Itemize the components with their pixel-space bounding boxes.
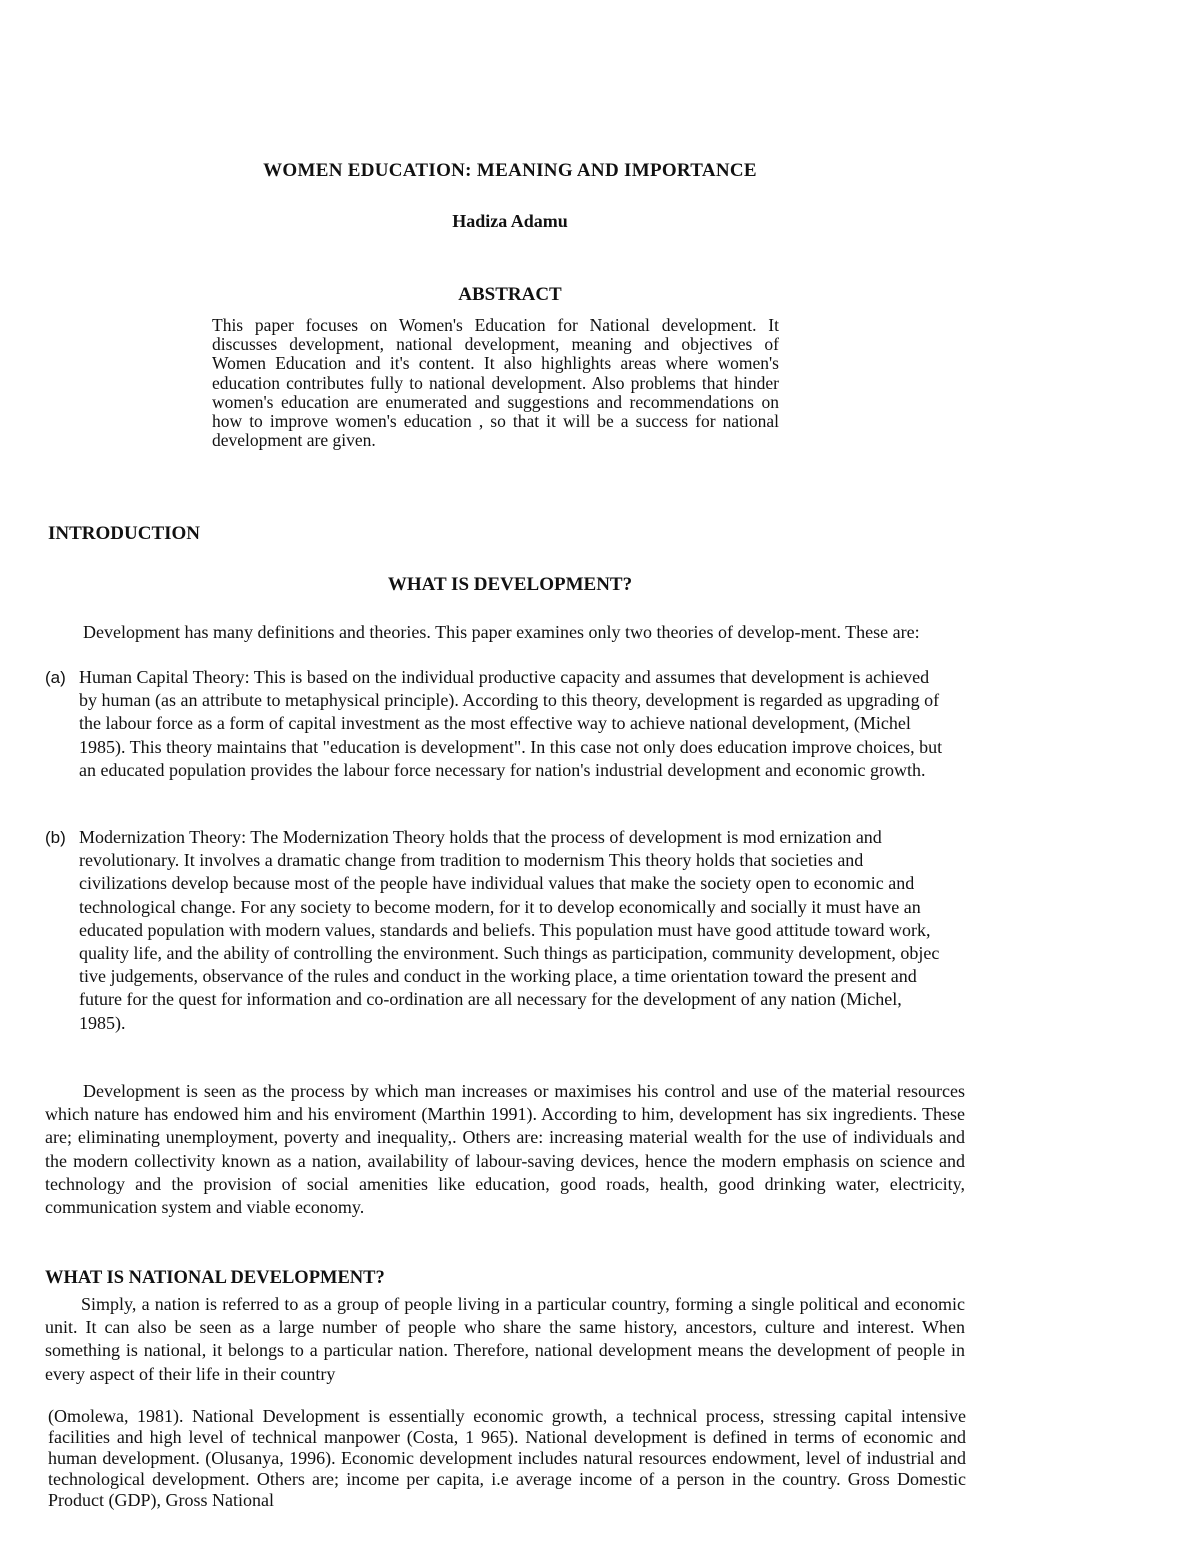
author-name: Hadiza Adamu (452, 211, 568, 231)
development-paragraph: Development is seen as the process by which man increases or maximises his control and use of the material resources which nature has endowed him and his enviroment (Marthin 1991). According to him, development has six ingredients. These are; eliminating unemployment, poverty and inequality,. Others are: increasing material wealth for the use of individuals and the modern collectivity known as a nation, availability of labour-saving devices, hence the modern emphasis on science and technology and the provision of social amenities like education, good roads, health, good drinking water, electricity, communication system and viable economy. (45, 1081, 965, 1218)
abstract-heading: ABSTRACT (458, 284, 562, 305)
national-development-heading: WHAT IS NATIONAL DEVELOPMENT? (45, 1268, 385, 1288)
development-intro-paragraph: Development has many definitions and theories. This paper examines only two theories of develop-ment. These are: (83, 622, 920, 642)
introduction-heading: INTRODUCTION (48, 523, 201, 544)
paper-title: WOMEN EDUCATION: MEANING AND IMPORTANCE (263, 160, 757, 181)
national-development-paragraph-2: (Omolewa, 1981). National Development is essentially economic growth, a technical process, stressing capital intensive facilities and high level of technical manpower (Costa, 1 965). National development is defined in terms of economic and human development. (Olusanya, 1996). Economic development includes natural resources endowment, level of industrial and technological development. Others are; income per capita, i.e average income of a person in the country. Gross Domestic Product (GDP), Gross National (48, 1406, 966, 1510)
list-marker: (b) (45, 828, 66, 847)
theory-text: Human Capital Theory: This is based on the individual productive capacity and assumes that development is achieved by human (as an attribute to metaphysical principle). According to this theory, development is regarded as upgrading of the labour force as a form of capital investment as the most effective way to achieve national development, (Michel 1985). This theory maintains that "education is development". In this case not only does education improve choices, but an educated population provides the labour force necessary for nation's industrial development and economic growth. (79, 667, 943, 780)
list-marker: (a) (45, 668, 66, 687)
theory-text: Modernization Theory: The Modernization Theory holds that the process of development is mod ernization and revolutionary. It involves a dramatic change from tradition to modernism This theory holds that societies and civilizations develop because most of the people have individual values that make the society open to economic and technological change. For any society to become modern, for it to develop economically and socially it must have an educated population with modern values, standards and beliefs. This population must have good attitude toward work, quality life, and the ability of controlling the environment. Such things as participation, community development, objec tive judgements, observance of the rules and conduct in the working place, a time orientation toward the present and future for the quest for information and co-ordination are all necessary for the development of any nation (Michel, 1985). (79, 827, 940, 1033)
development-heading: WHAT IS DEVELOPMENT? (387, 574, 633, 595)
national-development-paragraph-1: Simply, a nation is referred to as a group of people living in a particular country, forming a single political and economic unit. It can also be seen as a large number of people who share the same history, ancestors, culture and interest. When something is national, it belongs to a particular nation. Therefore, national development means the development of people in every aspect of their life in their country (45, 1294, 965, 1384)
theory-item-human-capital (45, 666, 965, 782)
theory-item-modernization (45, 826, 965, 1035)
abstract-text: This paper focuses on Women's Education for National development. It discusses development, national development, meaning and objectives of Women Education and it's content. It also highlights areas where women's education contributes fully to national development. Also problems that hinder women's education are enumerated and suggestions and recommendations on how to improve women's education , so that it will be a success for national development are given. (212, 315, 779, 451)
